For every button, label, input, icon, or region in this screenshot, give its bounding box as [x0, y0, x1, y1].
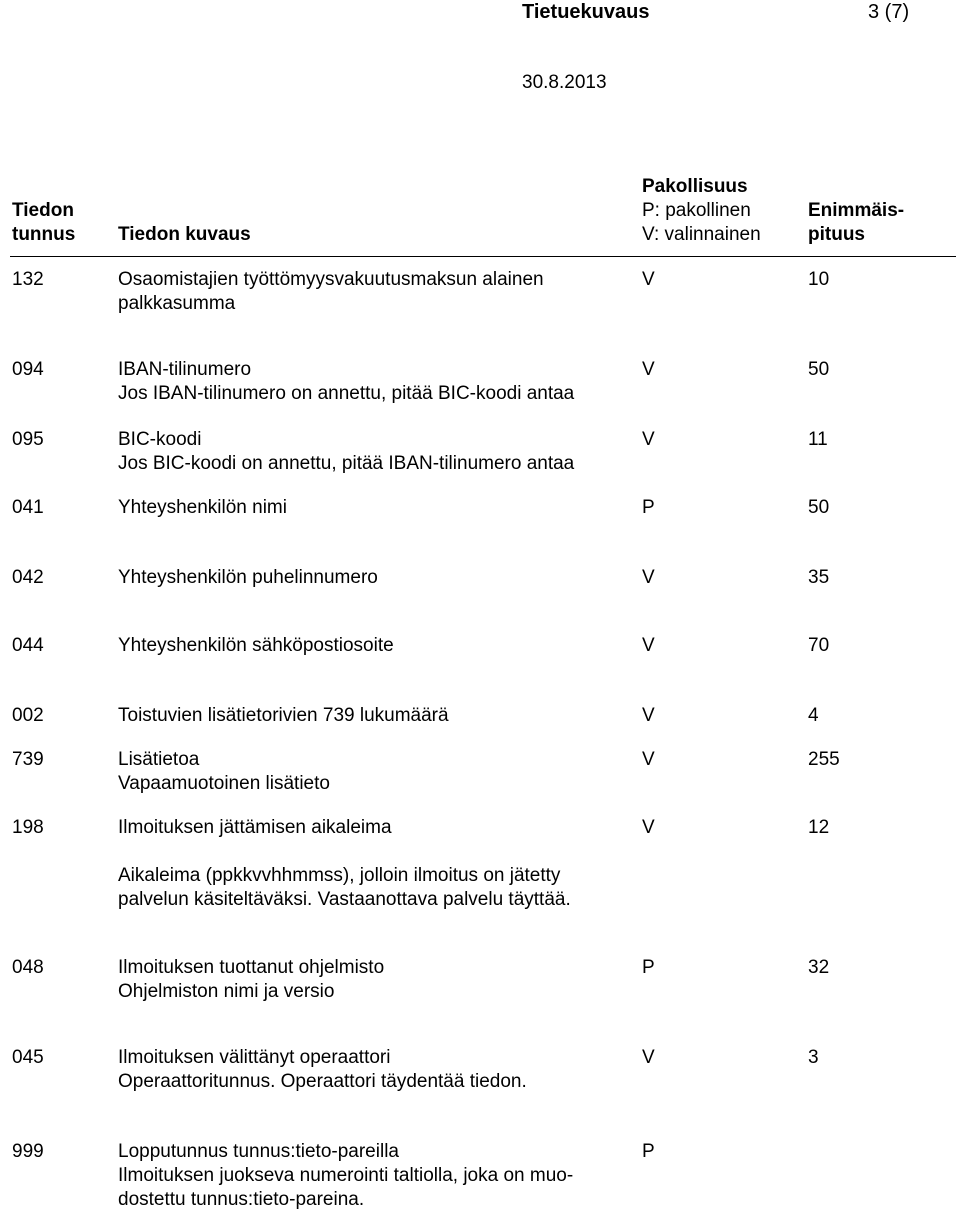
field-mandatory: V: [642, 817, 655, 838]
field-description-line: Yhteyshenkilön puhelinnumero: [118, 567, 378, 588]
field-description-line: Operaattoritunnus. Operaattori täydentää tiedon.: [118, 1071, 527, 1092]
field-description-line: Lopputunnus tunnus:tieto-pareilla: [118, 1141, 399, 1162]
column-header-code: [12, 199, 75, 247]
field-description-line: Osaomistajien työttömyysvakuutusmaksun alainen: [118, 269, 544, 290]
field-description-line: IBAN-tilinumero: [118, 359, 252, 380]
field-code: 044: [12, 635, 44, 656]
field-description-line: Ilmoituksen tuottanut ohjelmisto: [118, 957, 385, 978]
field-description-line: Toistuvien lisätietorivien 739 lukumäärä: [118, 705, 449, 726]
field-max-length: 50: [808, 497, 830, 518]
document-title: Tietuekuvaus: [522, 1, 650, 23]
field-code: 094: [12, 359, 44, 380]
field-description-line: Ilmoituksen välittänyt operaattori: [118, 1047, 391, 1068]
field-code: 095: [12, 429, 44, 450]
field-mandatory: V: [642, 749, 655, 770]
field-mandatory: V: [642, 1047, 655, 1068]
field-max-length: 12: [808, 817, 830, 838]
column-header-description: Tiedon kuvaus: [118, 224, 251, 245]
field-description-line: Lisätietoa: [118, 749, 200, 770]
field-max-length: 32: [808, 957, 830, 978]
field-mandatory: V: [642, 705, 655, 726]
field-description-line: dostettu tunnus:tieto-pareina.: [118, 1189, 365, 1210]
field-description: [118, 634, 394, 658]
field-code: 041: [12, 497, 44, 518]
field-description-line: Ohjelmiston nimi ja versio: [118, 981, 335, 1002]
field-max-length: 70: [808, 635, 830, 656]
field-max-length: 255: [808, 749, 840, 770]
column-header-code-line1: Tiedon: [12, 200, 74, 221]
field-description-line: BIC-koodi: [118, 429, 202, 450]
field-description: [118, 748, 330, 796]
column-header-max-length-line2: pituus: [808, 224, 865, 245]
field-description: [118, 816, 571, 912]
field-code: 739: [12, 749, 44, 770]
column-header-mandatory: [642, 175, 761, 247]
field-mandatory: V: [642, 269, 655, 290]
field-description: [118, 268, 544, 316]
column-header-mandatory-p: P: pakollinen: [642, 200, 751, 221]
field-mandatory: V: [642, 635, 655, 656]
column-header-mandatory-title: Pakollisuus: [642, 176, 748, 197]
document-date: 30.8.2013: [522, 72, 607, 93]
field-code: 999: [12, 1141, 44, 1162]
field-description-line: Jos IBAN-tilinumero on annettu, pitää BIC-koodi antaa: [118, 383, 575, 404]
field-description-line: [118, 840, 571, 864]
column-header-code-line2: tunnus: [12, 224, 76, 245]
column-header-max-length-line1: Enimmäis-: [808, 200, 905, 221]
field-mandatory: V: [642, 359, 655, 380]
field-max-length: 35: [808, 567, 830, 588]
field-description: [118, 704, 449, 728]
field-code: 045: [12, 1047, 44, 1068]
field-description-line: Jos BIC-koodi on annettu, pitää IBAN-tilinumero antaa: [118, 453, 575, 474]
column-header-max-length: [808, 199, 904, 247]
field-max-length: 11: [808, 429, 828, 450]
field-description: [118, 566, 378, 590]
field-code: 042: [12, 567, 44, 588]
field-max-length: 3: [808, 1047, 819, 1068]
field-description-line: palvelun käsiteltäväksi. Vastaanottava palvelu täyttää.: [118, 889, 571, 910]
field-description: [118, 358, 574, 406]
field-max-length: 4: [808, 705, 819, 726]
field-mandatory: P: [642, 497, 655, 518]
field-code: 048: [12, 957, 44, 978]
field-description: [118, 428, 574, 476]
field-description: [118, 1046, 527, 1094]
field-max-length: 10: [808, 269, 830, 290]
field-description: [118, 1140, 573, 1212]
field-description-line: Aikaleima (ppkkvvhhmmss), jolloin ilmoitus on jätetty: [118, 865, 561, 886]
field-code: 132: [12, 269, 44, 290]
field-description: [118, 496, 287, 520]
field-code: 198: [12, 817, 44, 838]
field-mandatory: P: [642, 957, 655, 978]
field-description: [118, 956, 384, 1004]
header-divider: [10, 256, 956, 257]
field-mandatory: P: [642, 1141, 655, 1162]
field-description-line: Yhteyshenkilön nimi: [118, 497, 287, 518]
field-description-line: palkkasumma: [118, 293, 236, 314]
column-header-mandatory-v: V: valinnainen: [642, 224, 761, 245]
field-mandatory: V: [642, 567, 655, 588]
field-description-line: Ilmoituksen juokseva numerointi taltiolla, joka on muo-: [118, 1165, 574, 1186]
field-mandatory: V: [642, 429, 655, 450]
field-max-length: 50: [808, 359, 830, 380]
field-description-line: Ilmoituksen jättämisen aikaleima: [118, 817, 392, 838]
page-number: 3 (7): [868, 1, 910, 23]
field-code: 002: [12, 705, 44, 726]
field-description-line: Vapaamuotoinen lisätieto: [118, 773, 330, 794]
field-description-line: Yhteyshenkilön sähköpostiosoite: [118, 635, 394, 656]
